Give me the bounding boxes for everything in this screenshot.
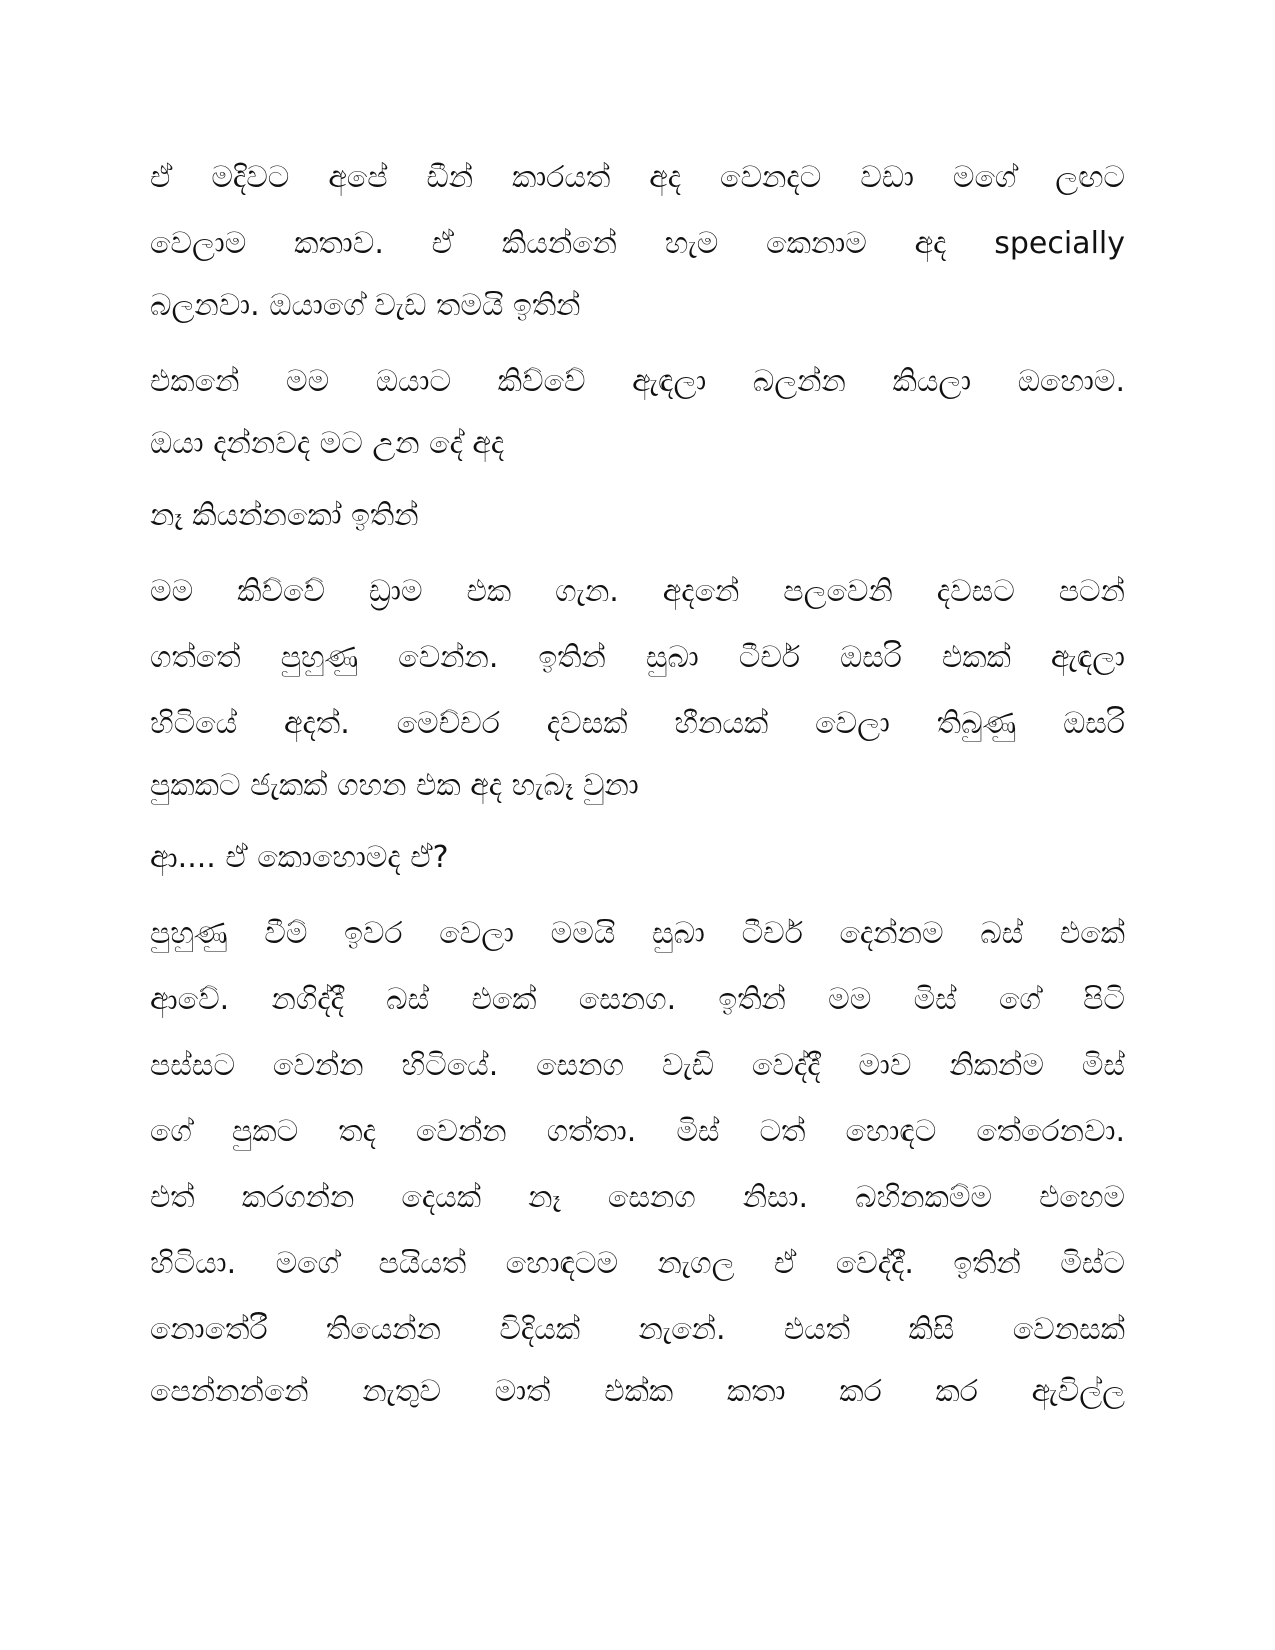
text-line: එකනේ මම ඔයාට කිව්වේ ඇඳලා බලන්න කියලා ඔහොම.	[150, 364, 1125, 399]
text-line: ඒ මදිවට අපේ ඩීන් කාරයත් අද වෙනදට වඩා මගේ ලඟට	[150, 160, 1125, 195]
text-line: පුකකට ජැකක් ගහන එක අද හැබෑ වුනා	[150, 768, 639, 803]
text-line: ආවේ. නගිද්දී බස් එකේ සෙනග. ඉතින් මම මිස් ගේ පිටි	[150, 982, 1125, 1017]
text-line: ගත්තේ පුහුණු වෙන්න. ඉතින් සුබා ටීචර් ඔසරි එකක් ඇඳලා	[150, 640, 1125, 675]
paragraph-2	[150, 349, 1125, 473]
paragraph-6	[150, 901, 1125, 1421]
text-line: නොතේරී තියෙන්න විදියක් නැනේ. එයත් කිසි වෙනසක්	[150, 1312, 1125, 1347]
text-line: පස්සට වෙන්න හිටියේ. සෙනග වැඩි වෙද්දී මාව නිකන්ම මිස්	[150, 1048, 1125, 1083]
text-line: පෙන්නන්නේ නැතුව මාත් එක්ක කතා කර කර ඇවිල්ල	[150, 1374, 1125, 1409]
paragraph-3	[150, 487, 1125, 545]
text-line: පුහුණු වීම් ඉවර වෙලා මමයි සුබා ටීචර් දෙන්නම බස් එකේ	[150, 916, 1125, 951]
paragraph-4	[150, 559, 1125, 815]
text-line: වෙලාම කතාව. ඒ කියන්නේ හැම කෙනාම අද specially	[150, 226, 1125, 261]
text-line: ආ.... ඒ කොහොමද ඒ?	[150, 840, 449, 875]
text-line: ඔයා දන්නවද මට උන දේ අද	[150, 426, 505, 461]
text-line: නෑ කියන්නකෝ ඉතින්	[150, 498, 419, 533]
document-body	[150, 145, 1125, 1421]
text-line: මම කිව්වේ ඩ්‍රාම එක ගැන. අදනේ පලවෙනි දවසට පටන්	[150, 574, 1125, 609]
text-line: ගේ පුකට තද වෙන්න ගත්තා. මිස් ටත් හොඳට තේරෙනවා.	[150, 1114, 1125, 1149]
text-line: හිටියේ අදත්. මෙච්චර දවසක් හීනයක් වෙලා තිබුණු ඔසරි	[150, 706, 1125, 741]
paragraph-1	[150, 145, 1125, 335]
text-line: හිටියා. මගේ පයියත් හොඳටම නැගල ඒ වෙද්දී. ඉතින් මිස්ට	[150, 1246, 1125, 1281]
text-line: බලනවා. ඔයාගේ වැඩ තමයි ඉතින්	[150, 288, 581, 323]
text-line: එත් කරගන්න දෙයක් නෑ සෙනග නිසා. බහිනකම්ම එහෙම	[150, 1180, 1125, 1215]
paragraph-5	[150, 829, 1125, 887]
